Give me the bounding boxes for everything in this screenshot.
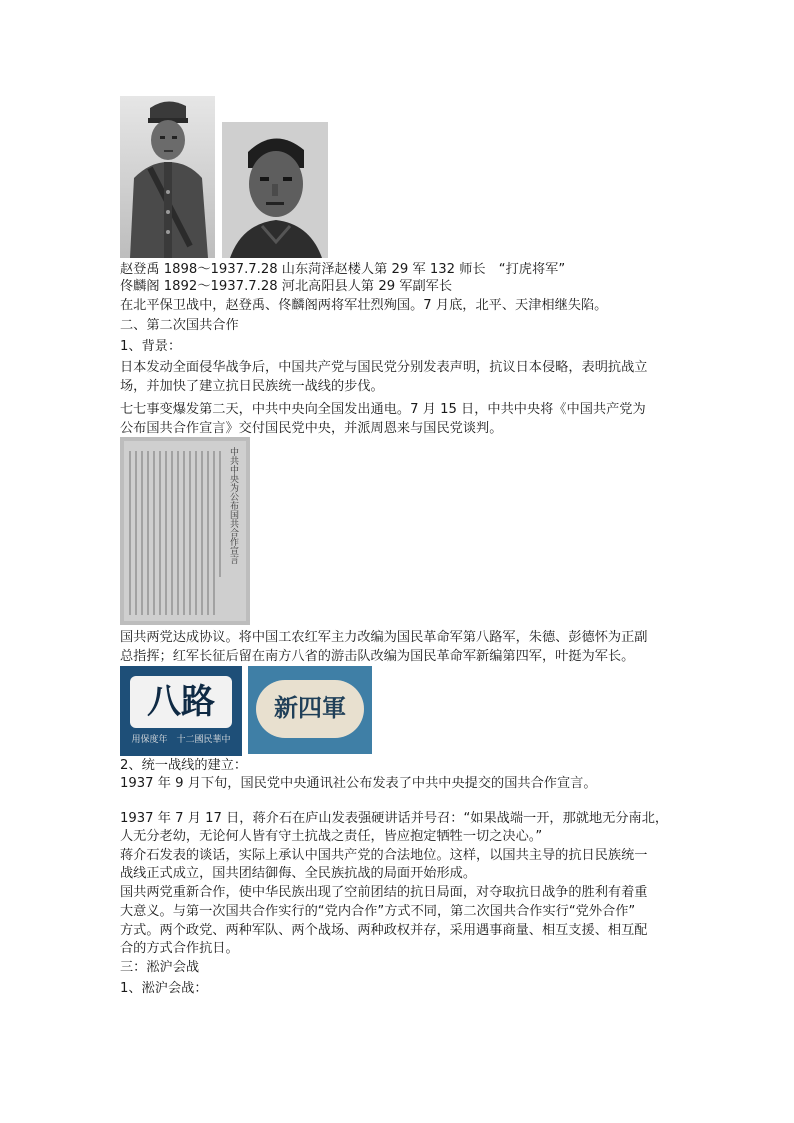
caption-tong-linge: 佟麟阁 1892～1937.7.28 河北高阳县人第 29 军副军长 [120,279,453,294]
paragraph-significance-line4: 合的方式合作抗日。 [120,941,239,956]
paragraph-declaration-published: 1937 年 9 月下旬，国民党中央通讯社公布发表了中共中央提交的国共合作宣言。 [120,776,597,791]
declaration-title-vertical: 中共中央为公布国共合作宣言 [228,447,238,564]
section-title-songhu: 三：淞沪会战 [120,960,200,975]
caption-zhao-dengyu: 赵登禹 1898～1937.7.28 山东菏泽赵楼人第 29 军 132 师长 “打虎将军” [120,262,566,277]
photo-cooperation-declaration [120,437,250,625]
paragraph-lushan-speech-line2: 人无分老幼，无论何人皆有守土抗战之责任，皆应抱定牺牲一切之决心。” [120,829,543,844]
paragraph-significance-line2: 大意义。与第一次国共合作实行的“党内合作”方式不同，第二次国共合作实行“党外合作” [120,904,636,919]
paragraph-legal-status-line1: 蒋介石发表的谈话，实际上承认中国共产党的合法地位。这样，以国共主导的抗日民族统一 [120,848,648,863]
paragraph-legal-status-line2: 战线正式成立，国共团结御侮、全民族抗战的局面开始形成。 [120,866,477,881]
paragraph-telegram-line2: 公布国共合作宣言》交付国民党中央，并派周恩来与国民党谈判。 [120,421,503,436]
section-title-second-cooperation: 二、第二次国共合作 [120,318,239,333]
paragraph-significance-line1: 国共两党重新合作，使中华民族出现了空前团结的抗日局面，对夺取抗日战争的胜利有着重 [120,885,648,900]
paragraph-telegram-line1: 七七事变爆发第二天，中共中央向全国发出通电。7 月 15 日，中共中央将《中国共产党为 [120,402,646,417]
photo-zhao-dengyu [120,96,215,258]
badge-new-fourth-army [248,666,372,754]
paragraph-background-line1: 日本发动全面侵华战争后，中国共产党与国民党分别发表声明，抗议日本侵略，表明抗战立 [120,360,648,375]
paragraph-agreement-line1: 国共两党达成协议。将中国工农红军主力改编为国民革命军第八路军，朱德、彭德怀为正副 [120,630,648,645]
paragraph-agreement-line2: 总指挥；红军长征后留在南方八省的游击队改编为国民革命军新编第四军，叶挺为军长。 [120,649,635,664]
badge-eighth-route-subtext: 用保度年 十二國民華中 [131,735,231,745]
subsection-united-front: 2、统一战线的建立： [120,758,248,773]
subsection-background: 1、背景： [120,339,182,354]
subsection-songhu-battle: 1、淞沪会战： [120,981,208,996]
badge-eighth-route-army [120,666,242,756]
badge-new-fourth-label: 新四軍 [274,694,346,722]
badge-eighth-route-label: 八路 [147,682,215,722]
paragraph-significance-line3: 方式。两个政党、两种军队、两个战场、两种政权并存，采用遇事商量、相互支援、相互配 [120,923,648,938]
paragraph-lushan-speech-line1: 1937 年 7 月 17 日，蒋介石在庐山发表强硬讲话并号召：“如果战端一开，那就地无分南北， [120,811,669,826]
paragraph-fallen-generals: 在北平保卫战中，赵登禹、佟麟阁两将军壮烈殉国。7 月底，北平、天津相继失陷。 [120,298,608,313]
paragraph-background-line2: 场，并加快了建立抗日民族统一战线的步伐。 [120,379,384,394]
photo-tong-linge [222,122,328,258]
